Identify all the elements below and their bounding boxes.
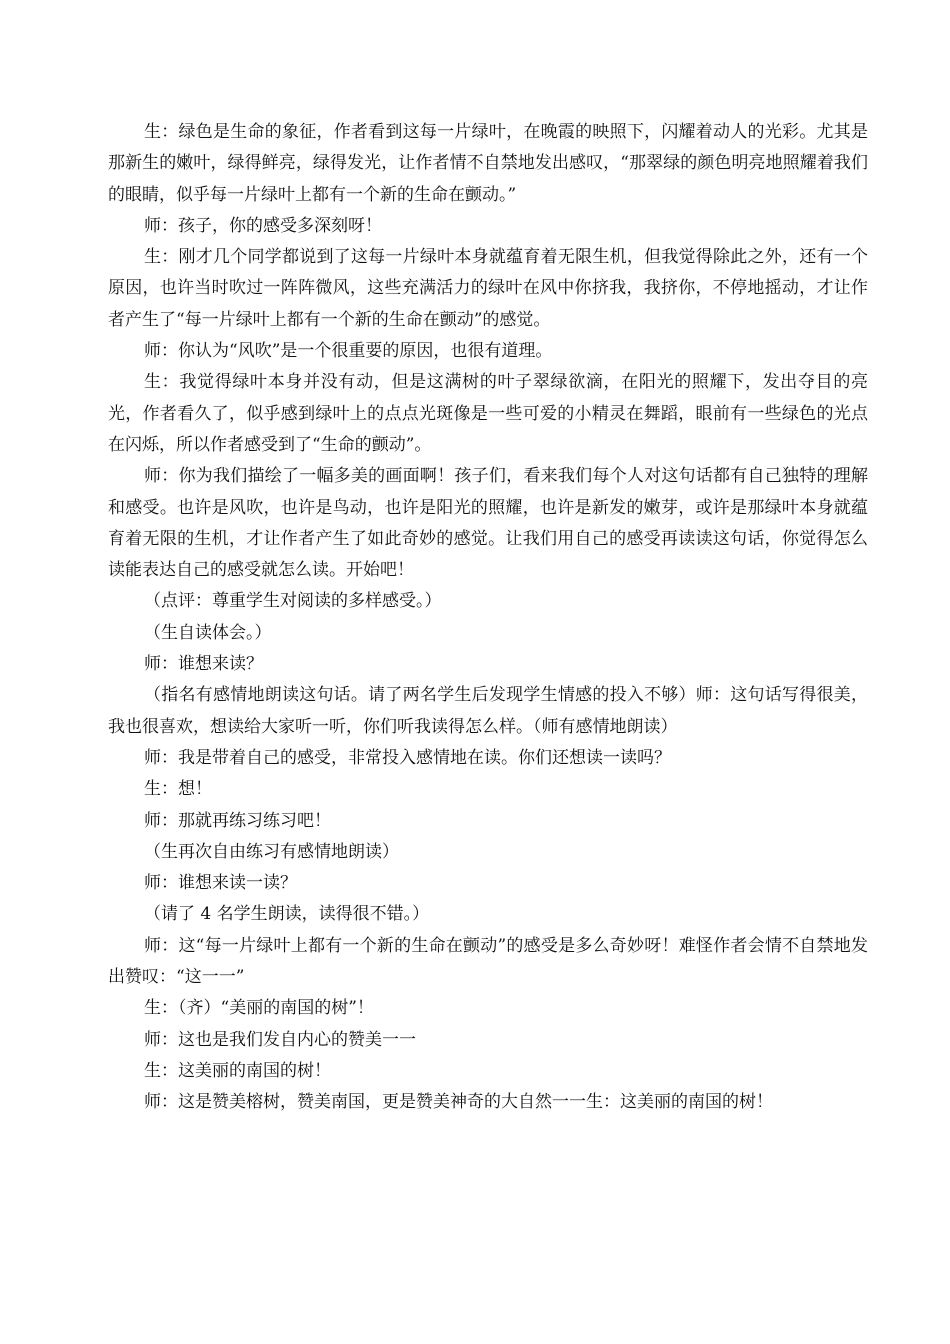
paragraph-10: （指名有感情地朗读这句话。请了两名学生后发现学生情感的投入不够）师：这句话写得很美，我也很喜欢，想读给大家听一听，你们听我读得怎么样。（师有感情地朗读） (108, 685, 868, 737)
paragraph-12: 生：想！ (144, 779, 212, 800)
paragraph-14: （生再次自由练习有感情地朗读） (144, 841, 399, 862)
paragraph-6: 师：你为我们描绘了一幅多美的画面啊！孩子们，看来我们每个人对这句话都有自己独特的理解和感受。也许是风吹，也许是鸟动，也许是阳光的照耀，也许是新发的嫩芽，或许是那绿叶本身就蕴育着无限的生机，才让作者产生了如此奇妙的感觉。让我们用自己的感受再读读这句话，你觉得怎么读能表达自己的感受就怎么读。开始吧！ (108, 466, 868, 581)
paragraph-20: 生：这美丽的南国的树！ (144, 1060, 331, 1081)
paragraph-17: 师：这“每一片绿叶上都有一个新的生命在颤动”的感受是多么奇妙呀！难怪作者会情不自禁地发出赞叹：“这一一” (108, 935, 868, 988)
document-body (108, 117, 868, 1119)
paragraph-19: 师：这也是我们发自内心的赞美一一 (144, 1029, 416, 1050)
paragraph-16: （请了 4 名学生朗读，读得很不错。） (144, 904, 430, 925)
paragraph-1: 生：绿色是生命的象征，作者看到这每一片绿叶，在晚霞的映照下，闪耀着动人的光彩。尤其是那新生的嫩叶，绿得鲜亮，绿得发光，让作者情不自禁地发出感叹，“那翠绿的颜色明亮地照耀着我们的眼睛，似乎每一片绿叶上都有一个新的生命在颤动。” (108, 122, 868, 205)
paragraph-15: 师：谁想来读一读？ (144, 873, 297, 894)
paragraph-7: （点评：尊重学生对阅读的多样感受。） (144, 591, 442, 612)
paragraph-13: 师：那就再练习练习吧！ (144, 810, 331, 831)
paragraph-21: 师：这是赞美榕树，赞美南国，更是赞美神奇的大自然一一生：这美丽的南国的树！ (144, 1092, 773, 1113)
paragraph-4: 师：你认为“风吹”是一个很重要的原因，也很有道理。 (144, 341, 553, 362)
paragraph-11: 师：我是带着自己的感受，非常投入感情地在读。你们还想读一读吗？ (144, 747, 671, 768)
paragraph-18: 生：（齐）“美丽的南国的树”！ (144, 998, 374, 1019)
paragraph-9: 师：谁想来读？ (144, 654, 263, 675)
paragraph-2: 师：孩子，你的感受多深刻呀！ (144, 215, 382, 236)
paragraph-3: 生：刚才几个同学都说到了这每一片绿叶本身就蕴育着无限生机，但我觉得除此之外，还有一个原因，也许当时吹过一阵阵微风，这些充满活力的绿叶在风中你挤我，我挤你，不停地摇动，才让作者产生了“每一片绿叶上都有一个新的生命在颤动”的感觉。 (108, 247, 868, 330)
paragraph-5: 生：我觉得绿叶本身并没有动，但是这满树的叶子翠绿欲滴，在阳光的照耀下，发出夺目的亮光，作者看久了，似乎感到绿叶上的点点光斑像是一些可爱的小精灵在舞蹈，眼前有一些绿色的光点在闪烁，所以作者感受到了“生命的颤动”。 (108, 372, 868, 455)
paragraph-8: （生自读体会。） (144, 622, 272, 643)
